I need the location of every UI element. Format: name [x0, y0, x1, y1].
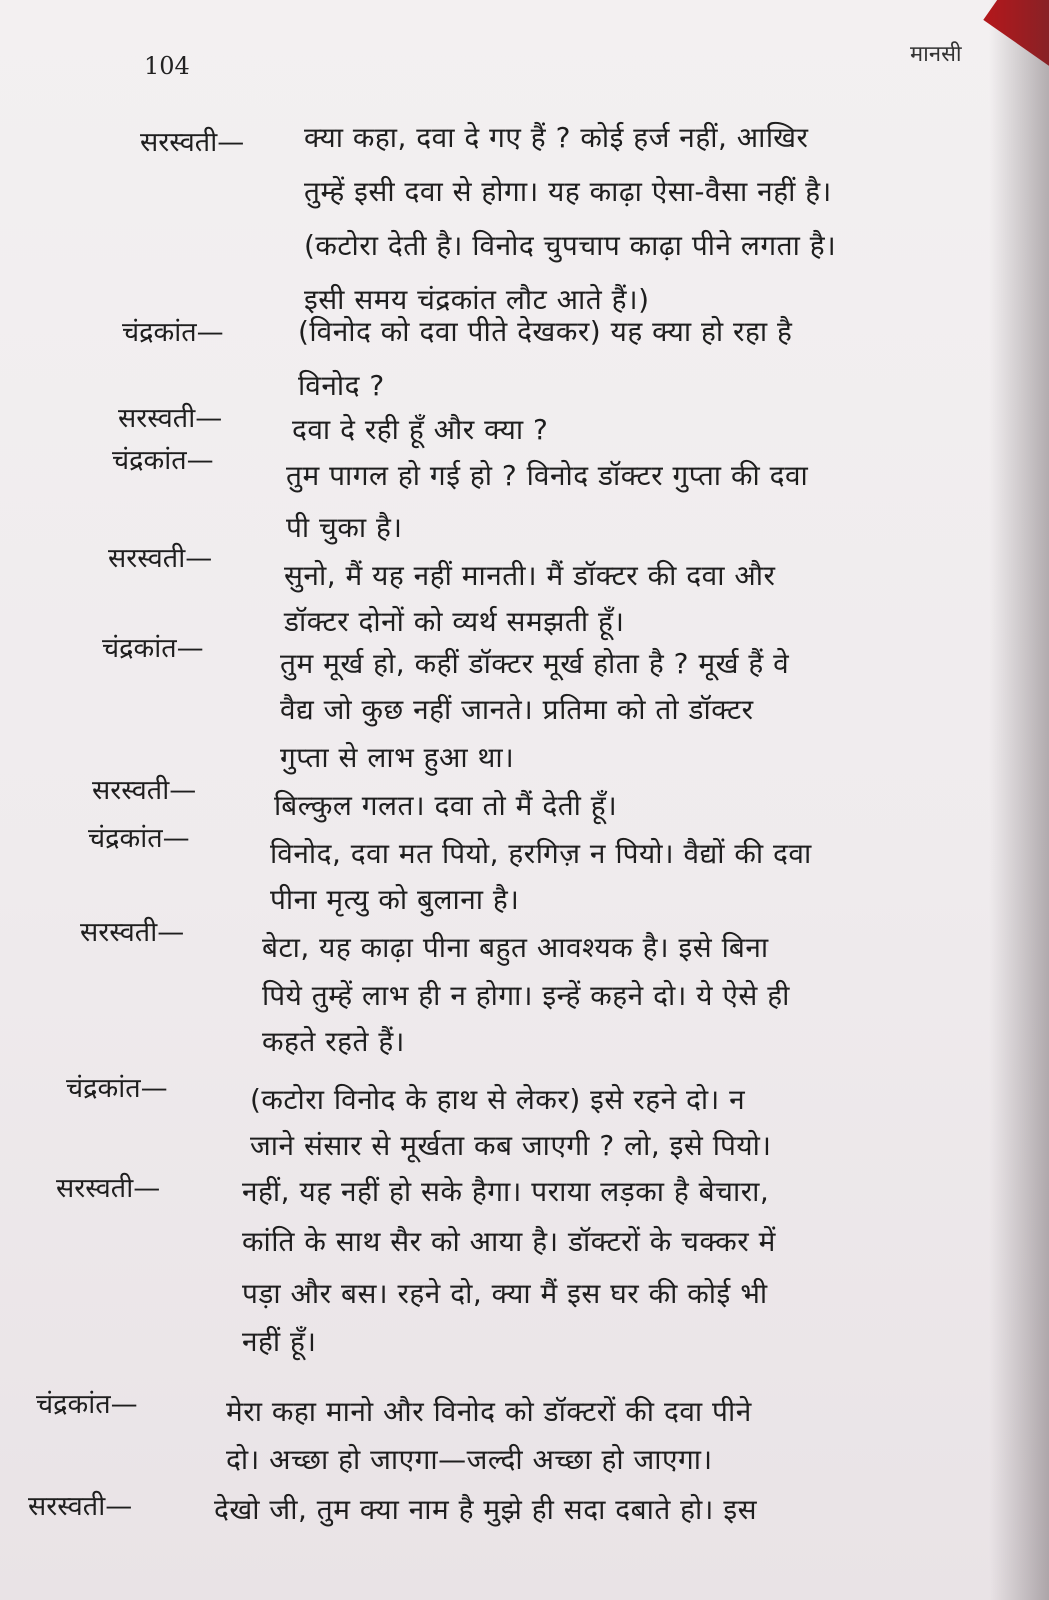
dialogue-line: नहीं, यह नहीं हो सके हैगा। पराया लड़का है बेचारा, — [242, 1175, 770, 1208]
dialogue-line: बिल्कुल गलत। दवा तो मैं देती हूँ। — [274, 789, 618, 822]
speaker-label: सरस्वती— — [80, 917, 185, 948]
speaker-label: सरस्वती— — [56, 1173, 161, 1204]
dialogue-line: तुम्हें इसी दवा से होगा। यह काढ़ा ऐसा-वैसा नहीं है। — [304, 175, 832, 208]
dialogue-line: (विनोद को दवा पीते देखकर) यह क्या हो रहा है — [298, 315, 793, 348]
speaker-label: चंद्रकांत— — [102, 633, 204, 664]
page-corner-edge — [983, 0, 1049, 66]
page-number: 104 — [144, 52, 190, 80]
speaker-label: सरस्वती— — [28, 1491, 133, 1522]
speaker-label: सरस्वती— — [92, 775, 197, 806]
dialogue-line: देखो जी, तुम क्या नाम है मुझे ही सदा दबाते हो। इस — [214, 1493, 757, 1526]
speaker-label: सरस्वती— — [108, 543, 213, 574]
dialogue-line: क्या कहा, दवा दे गए हैं ? कोई हर्ज नहीं, आखिर — [304, 121, 809, 154]
dialogue-line: मेरा कहा मानो और विनोद को डॉक्टरों की दवा पीने — [226, 1395, 752, 1428]
dialogue-line: सुनो, मैं यह नहीं मानती। मैं डॉक्टर की दवा और — [284, 559, 776, 592]
dialogue-line: कहते रहते हैं। — [262, 1025, 405, 1058]
dialogue-line: दवा दे रही हूँ और क्या ? — [292, 413, 549, 446]
dialogue-line: दो। अच्छा हो जाएगा—जल्दी अच्छा हो जाएगा। — [226, 1443, 713, 1476]
dialogue-line: डॉक्टर दोनों को व्यर्थ समझती हूँ। — [284, 605, 625, 638]
dialogue-line: विनोद, दवा मत पियो, हरगिज़ न पियो। वैद्यों की दवा — [270, 837, 812, 870]
dialogue-line: पड़ा और बस। रहने दो, क्या मैं इस घर की कोई भी — [242, 1277, 768, 1310]
speaker-label: चंद्रकांत— — [66, 1073, 168, 1104]
dialogue-line: पिये तुम्हें लाभ ही न होगा। इन्हें कहने दो। ये ऐसे ही — [262, 979, 790, 1012]
speaker-label: चंद्रकांत— — [88, 823, 190, 854]
dialogue-line: तुम मूर्ख हो, कहीं डॉक्टर मूर्ख होता है ? मूर्ख हैं वे — [280, 647, 790, 680]
dialogue-line: वैद्य जो कुछ नहीं जानते। प्रतिमा को तो डॉक्टर — [280, 693, 754, 726]
speaker-label: सरस्वती— — [118, 403, 223, 434]
speaker-label: सरस्वती— — [140, 127, 245, 158]
dialogue-line: बेटा, यह काढ़ा पीना बहुत आवश्यक है। इसे बिना — [262, 931, 769, 964]
dialogue-line: (कटोरा विनोद के हाथ से लेकर) इसे रहने दो। न — [250, 1083, 746, 1116]
dialogue-line: तुम पागल हो गई हो ? विनोद डॉक्टर गुप्ता की दवा — [286, 459, 809, 492]
speaker-label: चंद्रकांत— — [36, 1389, 138, 1420]
dialogue-line: (कटोरा देती है। विनोद चुपचाप काढ़ा पीने लगता है। — [304, 229, 837, 262]
dialogue-line: गुप्ता से लाभ हुआ था। — [280, 741, 515, 774]
dialogue-line: नहीं हूँ। — [242, 1325, 317, 1358]
speaker-label: चंद्रकांत— — [112, 445, 214, 476]
dialogue-line: जाने संसार से मूर्खता कब जाएगी ? लो, इसे पियो। — [250, 1129, 772, 1162]
dialogue-line: इसी समय चंद्रकांत लौट आते हैं।) — [304, 283, 650, 316]
dialogue-line: कांति के साथ सैर को आया है। डॉक्टरों के चक्कर में — [242, 1225, 776, 1258]
dialogue-line: पीना मृत्यु को बुलाना है। — [270, 883, 520, 916]
dialogue-line: पी चुका है। — [286, 511, 403, 544]
dialogue-line: विनोद ? — [298, 369, 385, 402]
running-title: मानसी — [910, 42, 962, 67]
speaker-label: चंद्रकांत— — [122, 317, 224, 348]
